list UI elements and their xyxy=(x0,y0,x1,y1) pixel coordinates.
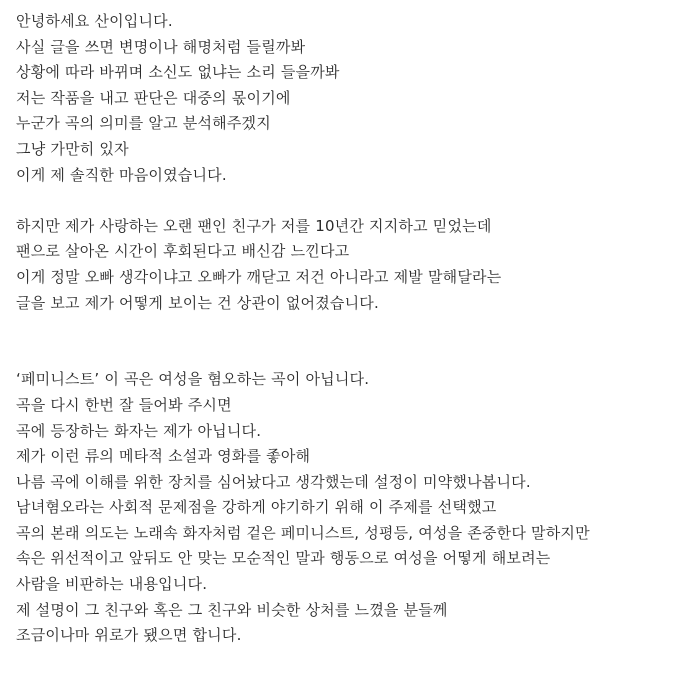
text-line: 곡에 등장하는 화자는 제가 아닙니다. xyxy=(16,421,262,440)
text-line: 이게 정말 오빠 생각이냐고 오빠가 깨닫고 저건 아니라고 제발 말해달라는 xyxy=(16,267,502,286)
text-line: 안녕하세요 산이입니다. xyxy=(16,12,173,30)
text-line: 나름 곡에 이해를 위한 장치를 심어놨다고 생각했는데 설정이 미약했나봅니다. xyxy=(16,472,531,491)
paragraph-spacer xyxy=(16,188,686,214)
text-line: 글을 보고 제가 어떻게 보이는 건 상관이 없어졌습니다. xyxy=(16,293,379,312)
text-line: 사람을 비판하는 내용입니다. xyxy=(16,575,208,594)
text-line: 사실 글을 쓰면 변명이나 해명처럼 들릴까봐 xyxy=(16,37,306,56)
text-line: 남녀혐오라는 사회적 문제점을 강하게 야기하기 위해 이 주제를 선택했고 xyxy=(16,498,497,517)
text-line: 상황에 따라 바뀌며 소신도 없냐는 소리 들을까봐 xyxy=(16,63,340,82)
text-line: 그냥 가만히 있자 xyxy=(16,139,129,158)
text-line: 곡을 다시 한번 잘 들어봐 주시면 xyxy=(16,395,232,414)
text-line: 조금이나마 위로가 됐으면 합니다. xyxy=(16,626,242,645)
text-line: 팬으로 살아온 시간이 후회된다고 배신감 느낀다고 xyxy=(16,242,350,261)
text-line: 하지만 제가 사랑하는 오랜 팬인 친구가 저를 10년간 지지하고 믿었는데 xyxy=(16,216,492,235)
text-line: 저는 작품을 내고 판단은 대중의 몫이기에 xyxy=(16,88,291,107)
text-line: 누군가 곡의 의미를 알고 분석해주겠지 xyxy=(16,114,271,133)
text-line: 곡의 본래 의도는 노래속 화자처럼 겉은 페미니스트, 성평등, 여성을 존중한다 말하지만 xyxy=(16,523,590,542)
paragraph-fan-friend xyxy=(16,214,686,316)
paragraph-song-explanation xyxy=(16,367,686,649)
paragraph-intro xyxy=(16,9,686,188)
text-line: 제가 이런 류의 메타적 소설과 영화를 좋아해 xyxy=(16,447,311,466)
text-line: 이게 제 솔직한 마음이였습니다. xyxy=(16,165,227,184)
text-line: 제 설명이 그 친구와 혹은 그 친구와 비슷한 상처를 느꼈을 분들께 xyxy=(16,600,448,619)
text-line: ‘페미니스트’ 이 곡은 여성을 혐오하는 곡이 아닙니다. xyxy=(16,370,370,389)
paragraph-spacer xyxy=(16,316,686,367)
text-line: 속은 위선적이고 앞뒤도 안 맞는 모순적인 말과 행동으로 여성을 어떻게 해보려는 xyxy=(16,549,551,568)
